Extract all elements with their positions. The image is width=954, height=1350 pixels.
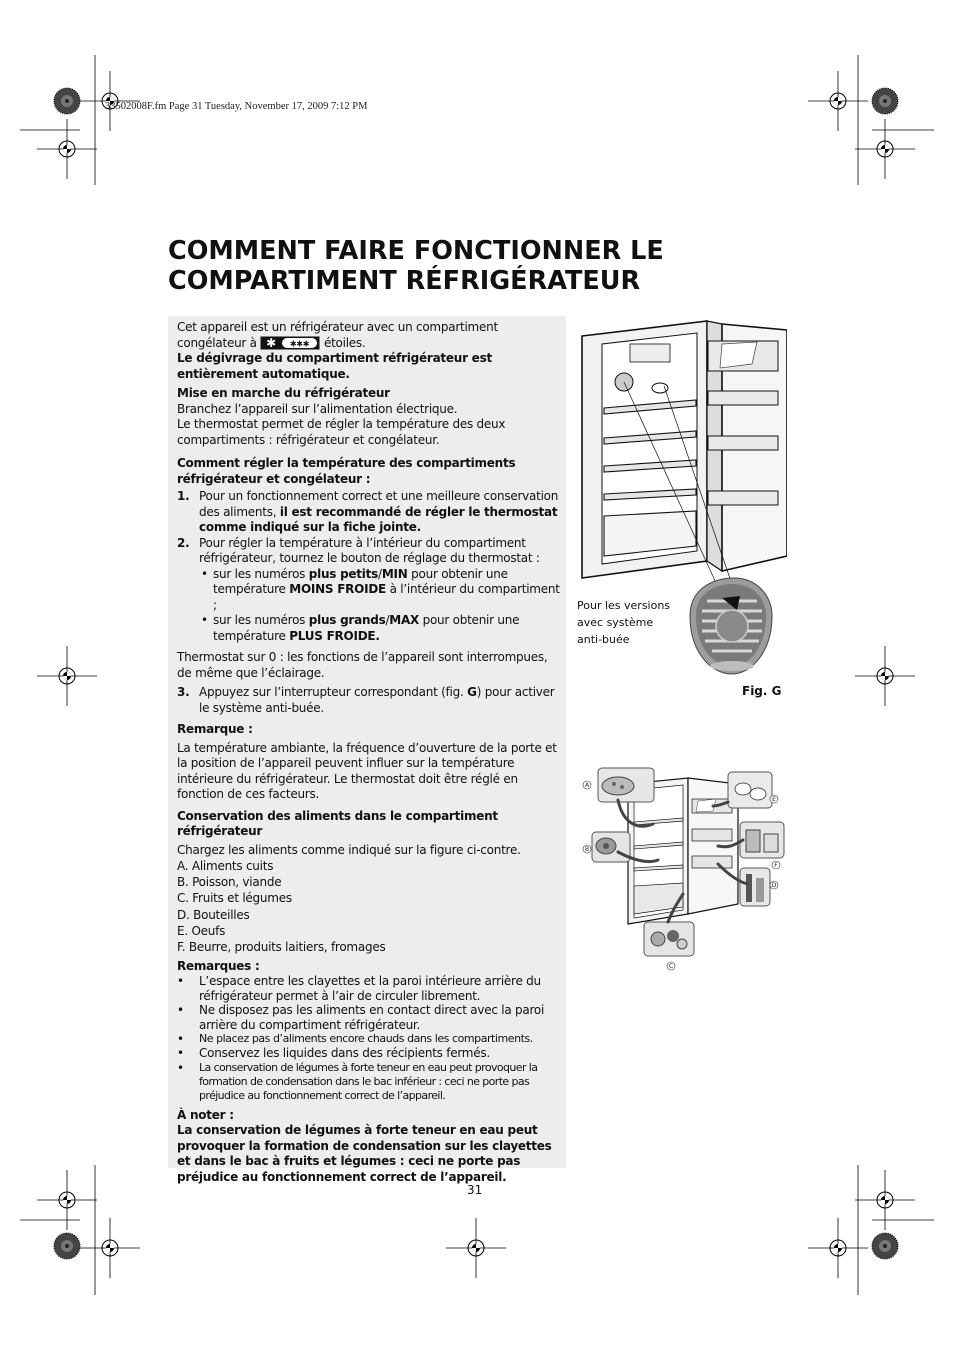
- reg-cross-bottom-center: [446, 1218, 506, 1278]
- cooked-food-icon: [598, 768, 654, 802]
- main-content: [177, 320, 561, 1185]
- label-d-marker: [770, 881, 778, 889]
- reg-cross-left-lower: [37, 1170, 97, 1230]
- storage-heading: Conservation des aliments dans le compartiment réfrigérateur: [177, 808, 498, 838]
- color-target-bottom-right: [872, 1233, 898, 1259]
- note-text: La conservation de légumes à forte teneur en eau peut provoquer la formation de condensation sur les clayettes et dans le bac à fruits et légumes : ceci ne porte pas préjudice au fonctionnement correct de l’appareil.: [177, 1123, 552, 1184]
- list-item: • Conservez les liquides dans des récipients fermés.: [177, 1046, 490, 1061]
- intro-line-2: congélateur à ✱ ✱✱✱ étoiles.: [177, 335, 366, 350]
- bottles-icon: [740, 868, 770, 906]
- remark-heading: Remarque :: [177, 722, 253, 736]
- label-a-marker: [583, 781, 591, 789]
- remark-text: La température ambiante, la fréquence d’ouverture de la porte et la position de l’appareil peuvent influer sur la température intérieure du réfrigérateur. Le thermostat doit être réglé en fonction de ces facteurs.: [177, 740, 557, 801]
- startup-line-1: Branchez l’appareil sur l’alimentation électrique.: [177, 401, 458, 416]
- svg-text:E: E: [772, 796, 776, 803]
- list-item: • La conservation de légumes à forte teneur en eau peut provoquer la formation de condensation dans le bac inférieur : ceci ne porte pas préjudice au fonctionnement correct de l’appareil.: [177, 1060, 538, 1102]
- reg-cross-top-right: [808, 71, 868, 131]
- svg-text:✱: ✱: [266, 336, 277, 350]
- anti-fog-dial-icon: [690, 578, 772, 674]
- eggs-icon: [728, 772, 772, 808]
- svg-text:B: B: [584, 846, 590, 853]
- list-item: F. Beurre, produits laitiers, fromages: [177, 940, 386, 955]
- reg-cross-left-mid: [37, 646, 97, 706]
- reg-cross-left-upper: [37, 119, 97, 179]
- fish-meat-icon: [592, 832, 630, 862]
- reg-cross-right-mid: [855, 646, 915, 706]
- list-item: A. Aliments cuits: [177, 858, 274, 873]
- list-item: • Ne disposez pas les aliments en contact direct avec la paroi arrière du compartiment réfrigérateur.: [177, 1003, 545, 1032]
- settings-bullet-max: • sur les numéros plus grands/MAX pour obtenir une température PLUS FROIDE.: [201, 613, 520, 643]
- startup-line-2: Le thermostat permet de régler la température des deux compartiments : réfrigérateur et congélateur.: [177, 417, 506, 447]
- freezer-stars-icon: [260, 336, 320, 350]
- note-heading: À noter :: [177, 1107, 234, 1122]
- thermostat-zero-note: Thermostat sur 0 : les fonctions de l’appareil sont interrompues, de même que l’éclairage.: [177, 650, 548, 680]
- title-line-2: COMPARTIMENT RÉFRIGÉRATEUR: [168, 266, 641, 296]
- list-item: D. Bouteilles: [177, 907, 250, 922]
- list-item: E. Oeufs: [177, 923, 226, 938]
- page-title: [168, 236, 788, 296]
- label-f-marker: [772, 861, 780, 869]
- reg-cross-right-lower: [855, 1170, 915, 1230]
- list-item: • L’espace entre les clayettes et la paroi intérieure arrière du réfrigérateur permet à l’air de circuler librement.: [177, 974, 541, 1003]
- reg-cross-right-upper: [855, 119, 915, 179]
- page-number: 31: [467, 1183, 483, 1197]
- svg-text:A: A: [584, 782, 590, 789]
- intro-line-1: Cet appareil est un réfrigérateur avec un compartiment: [177, 320, 498, 334]
- label-c-marker: [667, 962, 675, 970]
- settings-heading: Comment régler la température des compartiments réfrigérateur et congélateur :: [177, 456, 516, 486]
- reg-cross-bottom-right: [808, 1218, 868, 1278]
- svg-text:F: F: [774, 862, 778, 869]
- list-item: C. Fruits et légumes: [177, 891, 292, 906]
- svg-text:✱✱✱: ✱✱✱: [290, 339, 310, 349]
- title-line-1: COMMENT FAIRE FONCTIONNER LE: [168, 236, 664, 266]
- list-item: • Ne placez pas d’aliments encore chauds dans les compartiments.: [177, 1032, 533, 1047]
- dairy-icon: [740, 822, 784, 858]
- label-b-marker: [583, 845, 591, 853]
- color-target-bottom-left: [54, 1233, 80, 1259]
- svg-text:D: D: [771, 882, 777, 889]
- storage-intro: Chargez les aliments comme indiqué sur la figure ci-contre.: [177, 842, 521, 857]
- remarks-heading: Remarques :: [177, 958, 260, 973]
- food-storage-figure: [578, 764, 788, 974]
- label-e-marker: [770, 795, 778, 803]
- settings-item-3: 3. Appuyez sur l’interrupteur correspondant (fig. G) pour activer le système anti-buée.: [177, 685, 555, 715]
- storage-list: [177, 858, 561, 956]
- defrost-note: Le dégivrage du compartiment réfrigérateur est entièrement automatique.: [177, 351, 492, 381]
- settings-bullet-min: • sur les numéros plus petits/MIN pour obtenir une température MOINS FROIDE à l’intérieur du compartiment ;: [201, 566, 560, 612]
- color-target-top-left: [54, 88, 80, 114]
- fruits-vegetables-icon: [644, 922, 694, 956]
- svg-text:C: C: [668, 963, 674, 970]
- settings-item-2: 2. Pour régler la température à l’intérieur du compartiment réfrigérateur, tournez le bouton de réglage du thermostat :: [177, 535, 540, 565]
- settings-item-1: 1. Pour un fonctionnement correct et une meilleure conservation des aliments, il est recommandé de régler le thermostat comme indiqué sur la fiche jointe.: [177, 489, 559, 534]
- reg-cross-bottom-left: [80, 1218, 140, 1278]
- file-header: 33502008F.fm Page 31 Tuesday, November 17, 2009 7:12 PM: [105, 101, 368, 112]
- figure-g-label: Fig. G: [742, 684, 782, 698]
- startup-heading: Mise en marche du réfrigérateur: [177, 386, 390, 400]
- figure-g-caption: Pour les versions avec système anti-buée: [577, 599, 671, 646]
- color-target-top-right: [872, 88, 898, 114]
- list-item: B. Poisson, viande: [177, 875, 282, 890]
